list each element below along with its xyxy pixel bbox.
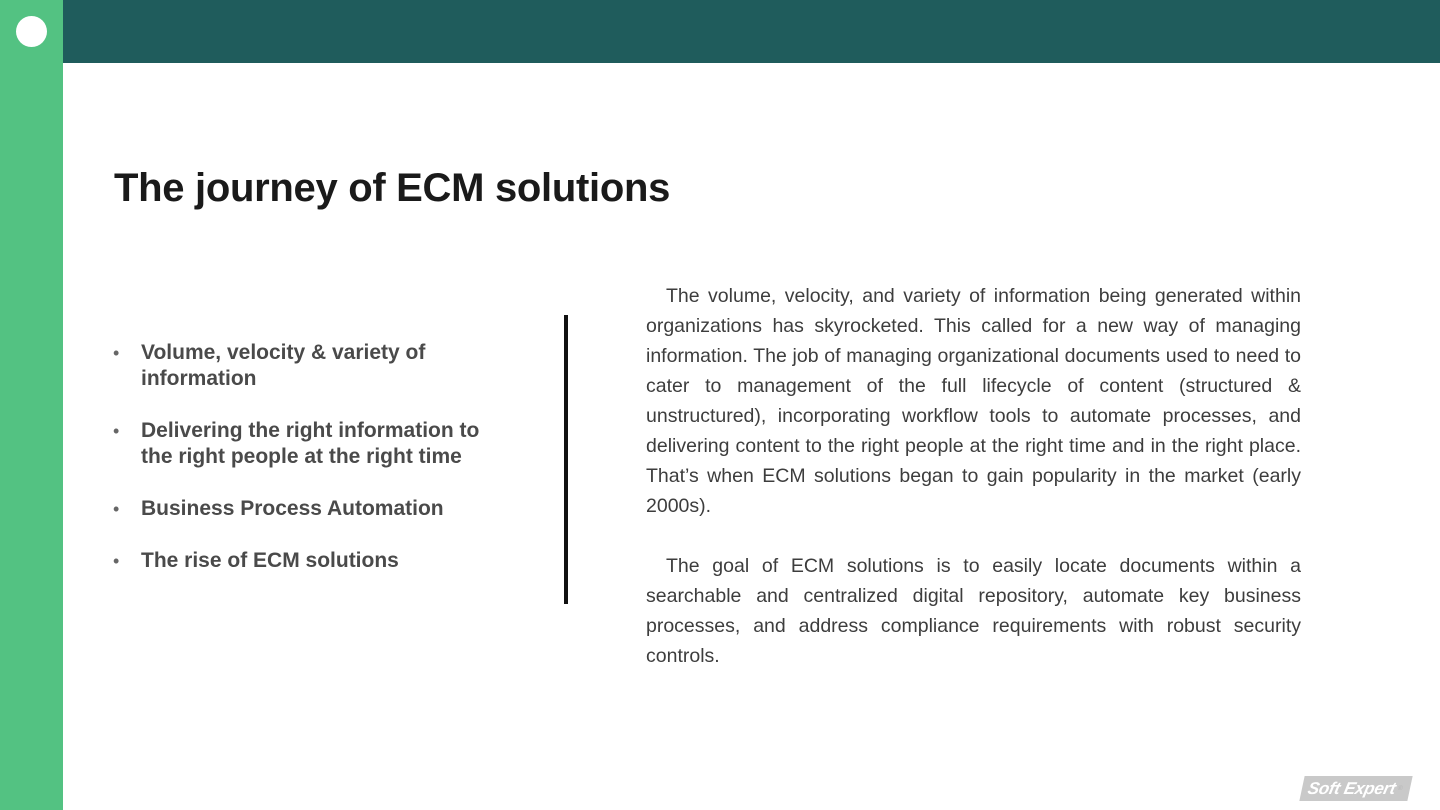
bullet-icon: • [113, 499, 120, 519]
left-accent-stripe [0, 0, 63, 810]
body-paragraph: The volume, velocity, and variety of information being generated within organizations has skyrocketed. This called for a new way of managing information. The job of managing organizational documents used to need to cater to management of the full lifecycle of content (structured & unstructured), incorporating workflow tools to automate processes, and delivering content to the right people at the right time and in the right place. That’s when ECM solutions began to gain popularity in the market (early 2000s). [646, 285, 1301, 517]
list-item [113, 496, 513, 522]
bullet-text: Business Process Automation [141, 497, 444, 520]
list-item [113, 548, 513, 574]
body-paragraph: The goal of ECM solutions is to easily locate documents within a searchable and centralized digital repository, automate key business processes, and address compliance requirements with robust security controls. [646, 555, 1301, 667]
list-item [113, 418, 513, 470]
bullet-icon: • [113, 551, 120, 571]
bullet-icon: • [113, 343, 120, 363]
circle-icon [16, 16, 47, 47]
bullet-icon: • [113, 421, 120, 441]
body-text-block [646, 281, 1301, 671]
top-header-bar [63, 0, 1440, 63]
list-item [113, 340, 513, 392]
bullet-text: Delivering the right information to the right people at the right time [141, 419, 480, 468]
vertical-divider [564, 315, 568, 604]
bullet-text: The rise of ECM solutions [141, 549, 399, 572]
bullet-list [113, 340, 513, 600]
slide-title: The journey of ECM solutions [114, 166, 671, 210]
bullet-text: Volume, velocity & variety of information [141, 341, 426, 390]
softexpert-logo [1299, 776, 1413, 801]
registered-mark: ® [1396, 785, 1403, 792]
logo-text: Soft Expert [1305, 779, 1398, 798]
